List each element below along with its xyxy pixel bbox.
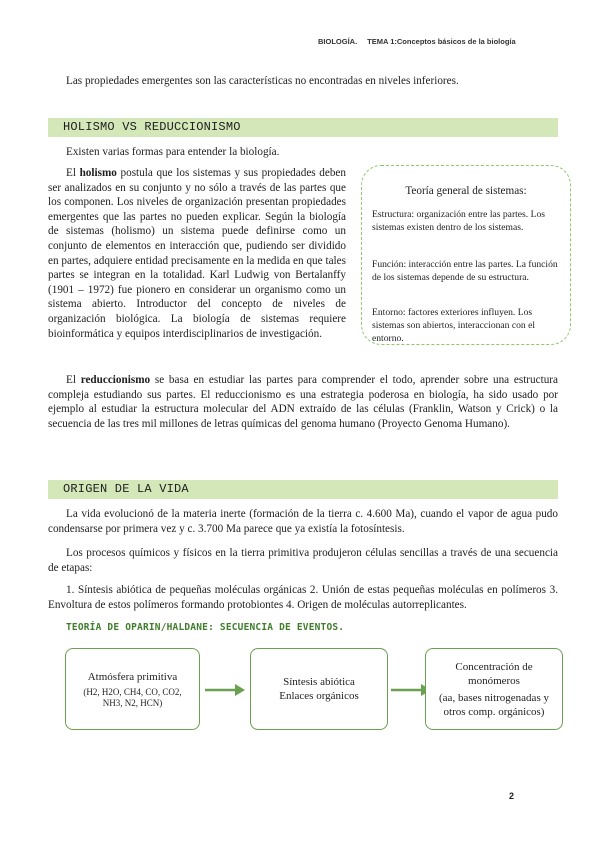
flow-step-atmosphere: [65, 648, 200, 730]
flow-step-synthesis: [250, 648, 388, 730]
section1-intro: Existen varias formas para entender la biología.: [66, 146, 280, 158]
callout-item-function: Función: interacción entre las partes. La función de los sistemas depende de su estructura.: [372, 259, 558, 284]
flow-step-3-detail: (aa, bases nitrogenadas y otros comp. orgánicos): [439, 691, 549, 718]
flow-step-3-title: Concentración de monómeros: [455, 660, 533, 687]
systems-theory-callout: [361, 165, 571, 345]
header-subject: BIOLOGÍA.: [318, 37, 358, 46]
reduccionismo-term: reduccionismo: [80, 374, 151, 386]
callout-item-structure: Estructura: organización entre las partes. Los sistemas existen dentro de los sistemas.: [372, 209, 545, 234]
page-header: [318, 37, 516, 46]
holismo-term: holismo: [79, 167, 117, 179]
holismo-paragraph: El holismo postula que los sistemas y sus propiedades deben ser analizados en su conjunto y no sólo a través de las partes que los componen. Los niveles de organización presentan propiedades emergentes que las partes no pueden explicar. Según la biología de sistemas (holismo) un sistema puede definirse como un conjunto de elementos en interacción que, pudiendo ser dividido en partes, adquiere entidad precisamente en la medida en que tales partes se integran en la totalidad. Karl Ludwig von Bertalanffy (1901 – 1972) fue pionero en considerar un organismo como un sistema abierto. Introductor del concepto de niveles de organización biológica. La biología de sistemas requiere bioinformática y equipos interdisciplinarios de investigación.: [48, 167, 346, 340]
callout-title: Teoría general de sistemas:: [405, 185, 527, 197]
header-topic: TEMA 1:Conceptos básicos de la biología: [367, 37, 516, 46]
origen-paragraph-1: La vida evolucionó de la materia inerte (formación de la tierra c. 4.600 Ma), cuando el vapor de agua pudo condensarse por primera vez y c. 3.700 Ma parece que ya existía la fotosíntesis.: [48, 508, 558, 535]
origen-paragraph-2: Los procesos químicos y físicos en la tierra primitiva produjeron células sencillas a través de una secuencia de etapas:: [48, 547, 558, 574]
flow-step-2-detail: Enlaces orgánicos: [279, 690, 359, 702]
oparin-haldane-subheading: TEORÍA DE OPARIN/HALDANE: SECUENCIA DE EVENTOS.: [66, 622, 345, 633]
page-number: 2: [509, 791, 515, 801]
reduccionismo-paragraph: El reduccionismo se basa en estudiar las partes para comprender el todo, aprender sobre una estructura compleja estudiando sus partes. El reduccionismo es una estrategia poderosa en biología, ha sido usado por ejemplo al estudiar la estructura molecular del ADN extraído de las células (Franklin, Watson y Crick) o la secuencia de las tres mil millones de letras químicas del genoma humano (Proyecto Genoma Humano).: [48, 374, 558, 430]
origen-paragraph-3: 1. Síntesis abiótica de pequeñas moléculas orgánicas 2. Unión de estas pequeñas moléculas en polímeros 3. Envoltura de estos polímeros formando protobiontes 4. Origen de moléculas autorreplicantes.: [48, 584, 558, 611]
flow-step-2-title: Síntesis abiótica: [283, 676, 355, 688]
section-heading-holismo: HOLISMO VS REDUCCIONISMO: [48, 118, 558, 137]
flow-step-monomers: [425, 648, 563, 730]
section-heading-origen: ORIGEN DE LA VIDA: [48, 480, 558, 499]
intro-paragraph: Las propiedades emergentes son las características no encontradas en niveles inferiores.: [66, 75, 459, 87]
flow-step-1-title: Atmósfera primitiva: [87, 670, 178, 683]
flow-step-1-detail: (H2, H2O, CH4, CO, CO2, NH3, N2, HCN): [83, 686, 182, 708]
flow-arrow-icon: [205, 682, 245, 698]
callout-item-environment: Entorno: factores exteriores influyen. Los sistemas son abiertos, interaccionan con el entorno.: [372, 307, 536, 345]
